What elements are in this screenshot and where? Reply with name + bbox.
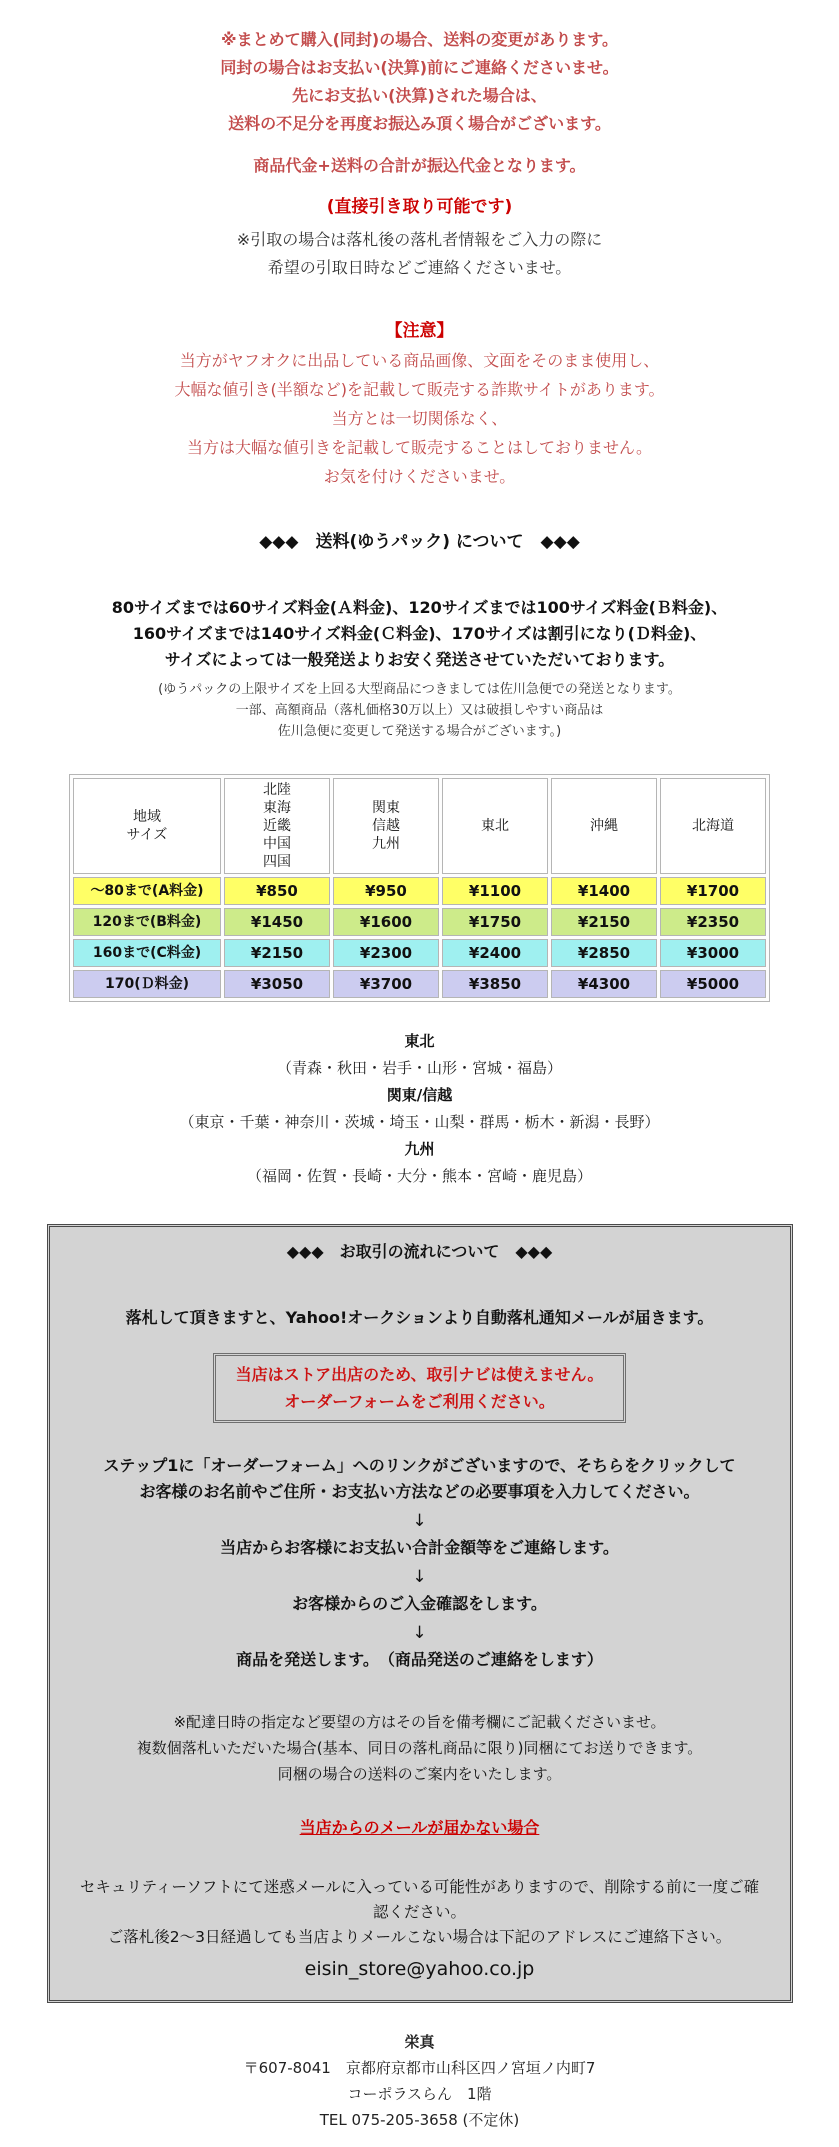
flow-step-3 [50,1591,790,1617]
store-notice-line: オーダーフォームをご利用ください。 [284,1392,555,1411]
fee-row-label: 120まで(B料金) [73,908,221,936]
notice-line: 先にお支払い(決算)された場合は、 [292,86,547,105]
col-header-line: 北陸 [263,782,291,798]
delivery-note-line: 同梱の場合の送料のご案内をいたします。 [277,1765,562,1783]
mail-not-received-title: 当店からのメールが届かない場合 [299,1818,540,1837]
region-name: 関東/信越 [386,1086,453,1104]
flow-step-1 [50,1453,790,1505]
caution-line: 当方がヤフオクに出品している商品画像、文面をそのまま使用し、 [179,351,660,370]
fee-cell: ¥1100 [442,877,548,905]
transaction-flow-box [47,1224,793,2003]
col-header-line: 東北 [481,818,509,834]
fee-row-label: ～80まで(A料金) [73,877,221,905]
col-header-line: 信越 [372,818,400,834]
fee-table-column-header [442,778,548,874]
flow-step-line: お客様からのご入金確認をします。 [292,1594,547,1613]
shop-name: 栄真 [404,2033,435,2051]
shipping-fee-explanation [0,595,839,673]
down-arrow-icon: ↓ [412,1567,427,1587]
flow-step-line: 商品を発送します。 （商品発送のご連絡をします） [236,1650,603,1669]
fee-cell: ¥850 [224,877,330,905]
shipping-line: 80サイズまでは60サイズ料金(Ａ料金)、120サイズまでは100サイズ料金(Ｂ料金)、 [111,598,728,617]
auto-notification-note: 落札して頂きますと、Yahoo!オークションより自動落札通知メールが届きます。 [125,1308,714,1327]
down-arrow-icon: ↓ [412,1623,427,1643]
shop-address-line: 〒607-8041 京都府京都市山科区四ノ宮垣ノ内町7 [243,2059,596,2077]
fee-cell: ¥2300 [333,939,439,967]
notice-line: ※まとめて購入(同封)の場合、送料の変更があります。 [221,30,618,49]
fee-table-column-header [551,778,657,874]
fee-cell: ¥1750 [442,908,548,936]
fee-cell: ¥1400 [551,877,657,905]
fee-row-b [73,908,766,936]
shop-phone: TEL 075-205-3658 (不定休) [319,2111,520,2129]
fee-cell: ¥1600 [333,908,439,936]
region-name: 東北 [404,1032,435,1050]
mail-not-received-instructions [50,1875,790,1950]
fee-cell: ¥2150 [551,908,657,936]
delivery-note-line: ※配達日時の指定など要望の方はその旨を備考欄にご記載くださいませ。 [173,1713,666,1731]
caution-line: お気を付けくださいませ。 [323,467,516,486]
pickup-line: ※引取の場合は落札後の落札者情報をご入力の際に [236,230,603,249]
fee-table-column-header [224,778,330,874]
fee-table-column-header [333,778,439,874]
region-prefecture-list [0,1028,839,1190]
shop-address-line: コーポラスらん 1階 [347,2085,492,2103]
shipping-section-heading: ◆◆◆ 送料(ゆうパック) について ◆◆◆ [259,532,580,552]
fee-cell: ¥3700 [333,970,439,998]
fee-cell: ¥2850 [551,939,657,967]
caution-title: 【注意】 [385,321,454,341]
region-name: 九州 [404,1140,435,1158]
region-prefectures: （青森・秋田・岩手・山形・宮城・福島） [276,1059,562,1077]
notice-line: 同封の場合はお支払い(決算)前にご連絡くださいませ。 [220,58,619,77]
fee-cell: ¥2400 [442,939,548,967]
shop-footer [0,2029,839,2133]
fee-cell: ¥4300 [551,970,657,998]
direct-pickup-title: (直接引き取り可能です) [326,197,513,217]
col-header-line: 東海 [263,800,291,816]
caution-line: 当方は大幅な値引きを記載して販売することはしておりません。 [187,438,652,457]
fee-table-header-row [73,778,766,874]
shipping-note-line: (ゆうパックの上限サイズを上回る大型商品につきましては佐川急便での発送となります。 [158,682,681,697]
fee-row-label: 160まで(C料金) [73,939,221,967]
shipping-line: サイズによっては一般発送よりお安く発送させていただいております。 [164,650,675,669]
mail-instruction-line: セキュリティーソフトにて迷惑メールに入っている可能性がありますので、削除する前に一度ご確認ください。 [79,1878,760,1921]
fee-row-d [73,970,766,998]
region-prefectures: （福岡・佐賀・長崎・大分・熊本・宮崎・鹿児島） [246,1167,592,1185]
fee-row-a [73,877,766,905]
transaction-flow-heading: ◆◆◆ お取引の流れについて ◆◆◆ [286,1242,553,1261]
corner-label-region: 地域 [133,809,161,825]
shipping-note-line: 佐川急便に変更して発送する場合がございます。) [277,724,562,739]
col-header-line: 近畿 [263,818,291,834]
scam-warning [0,346,839,491]
col-header-line: 関東 [372,800,400,816]
fee-cell: ¥3850 [442,970,548,998]
fee-cell: ¥950 [333,877,439,905]
shipping-note-line: 一部、高額商品（落札価格30万以上）又は破損しやすい商品は [235,703,604,718]
payment-total-note: 商品代金+送料の合計が振込代金となります。 [253,156,586,175]
caution-line: 当方とは一切関係なく、 [331,409,508,428]
col-header-line: 北海道 [692,818,734,834]
fee-row-label: 170(Ｄ料金) [73,970,221,998]
col-header-line: 沖縄 [590,818,618,834]
fee-cell: ¥1450 [224,908,330,936]
fee-cell: ¥3050 [224,970,330,998]
col-header-line: 中国 [263,836,291,852]
shipping-line: 160サイズまでは140サイズ料金(Ｃ料金)、170サイズは割引になり(Ｄ料金)、 [132,624,707,643]
store-notice-line: 当店はストア出店のため、取引ナビは使えません。 [235,1365,604,1384]
store-listing-notice-box [213,1353,627,1423]
flow-step-2 [50,1535,790,1561]
fee-cell: ¥3000 [660,939,766,967]
mail-instruction-line: ご落札後2～3日経過しても当店よりメールこない場合は下記のアドレスにご連絡下さい。 [107,1928,732,1946]
fee-row-c [73,939,766,967]
corner-label-size: サイズ [126,827,168,843]
col-header-line: 四国 [263,854,291,870]
contact-email-address: eisin_store@yahoo.co.jp [304,1958,535,1980]
pickup-instructions [0,226,839,282]
flow-step-line: ステップ1に「オーダーフォーム」へのリンクがございますので、そちらをクリックして [103,1456,736,1475]
delivery-notes [50,1709,790,1787]
delivery-note-line: 複数個落札いただいた場合(基本、同日の落札商品に限り)同梱にてお送りできます。 [136,1739,703,1757]
pickup-line: 希望の引取日時などご連絡くださいませ。 [267,258,572,277]
shipping-fee-table [69,774,770,1002]
down-arrow-icon: ↓ [412,1511,427,1531]
fee-cell: ¥5000 [660,970,766,998]
flow-step-4 [50,1647,790,1673]
col-header-line: 九州 [372,836,400,852]
fee-cell: ¥2150 [224,939,330,967]
flow-step-line: 当店からお客様にお支払い合計金額等をご連絡します。 [220,1538,619,1557]
shipping-small-note [0,679,839,742]
caution-line: 大幅な値引き(半額など)を記載して販売する詐欺サイトがあります。 [174,380,665,399]
fee-table-column-header [660,778,766,874]
flow-step-line: お客様のお名前やご住所・お支払い方法などの必要事項を入力してください。 [139,1482,700,1501]
fee-cell: ¥2350 [660,908,766,936]
notice-line: 送料の不足分を再度お振込み頂く場合がございます。 [228,114,611,133]
region-prefectures: （東京・千葉・神奈川・茨城・埼玉・山梨・群馬・栃木・新潟・長野） [179,1113,660,1131]
fee-table-corner-cell [73,778,221,874]
combined-purchase-notice [0,26,839,138]
fee-cell: ¥1700 [660,877,766,905]
